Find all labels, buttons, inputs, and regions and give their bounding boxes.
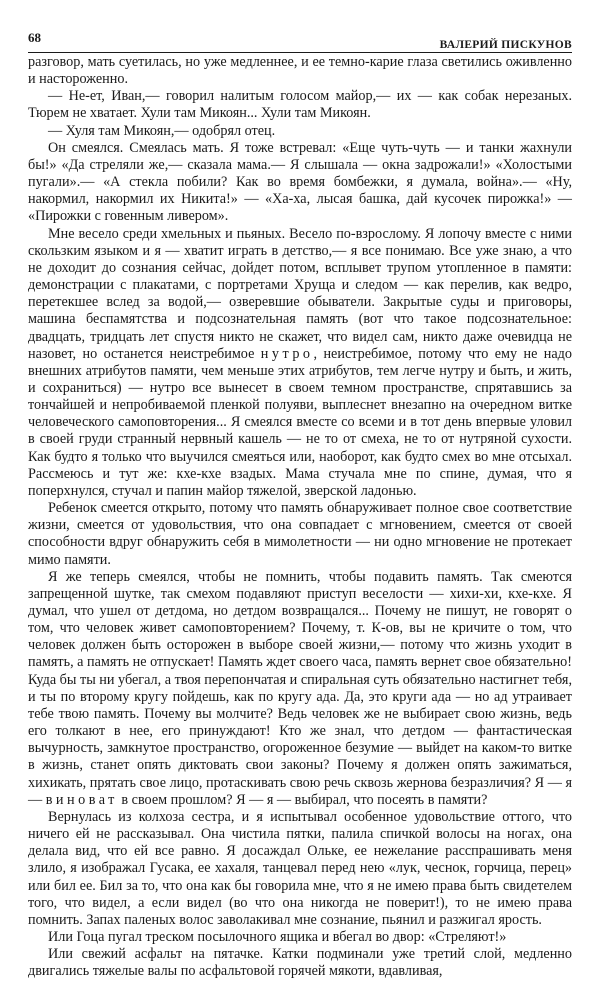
emphasized-word: виноват (45, 791, 118, 808)
body-text (28, 54, 572, 980)
paragraph: Он смеялся. Смеялась мать. Я тоже встревал: «Еще чуть-чуть — и танки жахнули бы!» «Да стреляли же,— сказала мама.— Я слышала — окна задрожали!» «Холостыми пугали».— «А стекла побили? Как во время бомбежки, я думала, война».— «Ну, накормил, накормил их Никита!» — «Ха-ха, лысая башка, дай кусочек пирожка!» — «Пирожки с говенным ливером». (28, 139, 572, 225)
paragraph: Или свежий асфальт на пятачке. Катки подминали уже третий слой, медленно двигались тяжелые валы по асфальтовой горячей мякоти, вдавливая, (28, 946, 572, 980)
paragraph: Или Гоца пугал треском посылочного ящика и вбегал во двор: «Стреляют!» (48, 928, 507, 945)
page-number: 68 (28, 30, 41, 45)
paragraph: Ребенок смеется открыто, потому что память обнаруживает полное свое соответствие жизни, смеется от удовольствия, что она совпадает с мгновением, смеется от своей способности вдруг обнаружить себя в мимолетности — ни одно мгновение не протекает мимо памяти. (28, 500, 572, 568)
running-head (28, 30, 572, 53)
running-head-author: ВАЛЕРИЙ ПИСКУНОВ (439, 39, 572, 51)
paragraph-text: , неистребимое, потому что ему не надо внешних атрибутов памяти, чем меньше этих атрибутов, тем легче нутру и быть, и жить, и сохраниться) — нутро все вынесет в своем темном пространстве, спрятавшись за тончайшей и непробиваемой пленкой полуяви, выплеснет внезапно на очередном витке человеческого самоповторения... Я смеялся вместе со всеми и в тот день впервые уловил в своей груди странный нервный кашель — не то от смеха, не то от нутряной сухости. Как будто я только что выучился смеяться или, наоборот, как будто смех во мне отсыхал. Рассмеюсь и тут же: кхе-кхе взадых. Мама стучала мне по спине, думая, что я поперхнулся, стучал и папин майор тяжелой, зверской ладонью. (28, 345, 572, 499)
paragraph: Вернулась из колхоза сестра, и я испытывал особенное удовольствие оттого, что ничего ей не рассказывал. Она чистила пятки, палила спичкой волосы на ногах, она делала вид, что ей все равно. Я досаждал Ольке, ее нежелание расспрашивать меня злило, я изображал Гусака, ее хахаля, танцевал перед нею «лук, чеснок, горчица, перец» или бил ее. Бил за то, что она как бы говорила мне, что я не имею права быть свидетелем того, что видел, а если видел (во что она никогда не поверит!), то не имею права помнить. Запах паленых волос заволакивал мне сознание, пьянил и разжигал ярость. (28, 808, 572, 928)
paragraph (28, 569, 572, 809)
paragraph-text: Я же теперь смеялся, чтобы не помнить, чтобы подавить память. Так смеются запрещенной шутке, так смехом подавляют приступ веселости — хихи-хи, кхе-кхе. Я думал, что ушел от детдома, но детдом возвращался... Почему не пишут, не говорят о том, что человек живет самоповторением? Почему, т. К-ов, вы не кричите о том, что человек должен быть осторожен в выборе своей жизни,— потому что жизнь уходит в память, а память не отпускает! Память ждет своего часа, память вернет свое обязательно! Куда бы ты ни убегал, а твоя перепончатая и спиральная суть обязательно настигнет тебя, и ты по второму кругу пойдешь, как по кругу ада. Да, это круги ада — но ад утраивает тебе твою память. Почему вы молчите? Ведь человек же не выбирает свою жизнь, ведь его толкают в нее, его принуждают! Кто же знал, что детдом — фантастическая вычурность, замкнутое пространство, огороженное безумие — выйдет на каком-то витке в жизнь, станет опять диктовать свои законы? Почему я должен опять зажиматься, хихикать, прятать свое лицо, протаскивать свою речь сквозь жернова безразличия? Я — я — (28, 568, 572, 808)
paragraph: — Не-ет, Иван,— говорил налитым голосом майор,— их — как собак нерезаных. Тюрем не хватает. Хули там Микоян... Хули там Микоян. (28, 88, 572, 122)
paragraph-text: Мне весело среди хмельных и пьяных. Весело по-взрослому. Я лопочу вместе с ними скользким языком и я — хватит играть в детство,— я все понимаю. Все уже знаю, а что не доходит до сознания сейчас, дойдет потом, всплывет трупом утопленное в памяти: демонстрации с плакатами, с портретами Хруща и следом — как перелив, как ведро, перетекшее вслед за водой,— озверевшие обыватели. Закрытые суды и приговоры, машина беспамятства и подсознательная память (вот что такое подсознательное: двадцать, тридцать лет спустя никто не скажет, что видел сам, никто даже очевидца не назовет, но останется неистребимое (28, 225, 572, 362)
paragraph-text: в своем прошлом? Я — я — выбирал, что посеять в памяти? (117, 791, 488, 808)
paragraph: разговор, мать суетилась, но уже медленнее, и ее темно-карие глаза светились оживленно и настороженно. (28, 54, 572, 88)
paragraph: — Хуля там Микоян,— одобрял отец. (48, 122, 276, 139)
emphasized-word: нутро (260, 345, 314, 362)
paragraph (28, 226, 572, 501)
book-page (28, 30, 572, 1002)
